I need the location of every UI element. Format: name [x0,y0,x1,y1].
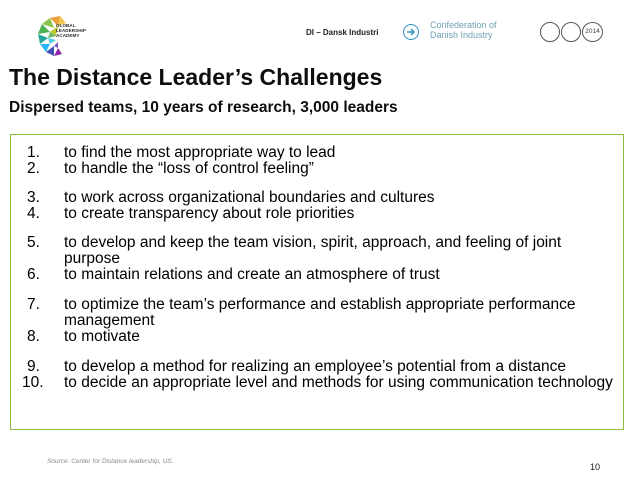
logo-text-line: LEADERSHIP [56,28,87,33]
item-text: to motivate [64,328,140,345]
item-number: 2. [27,160,40,177]
source-note: Source: Center for Distance leadership, US. [47,458,174,465]
item-number: 4. [27,205,40,222]
item-number: 6. [27,266,40,283]
year-badge: 2014 [582,22,603,42]
item-text: to develop a method for realizing an employee’s potential from a distance [64,358,567,375]
challenges-box [10,134,624,430]
logo-text-line: ACADEMY [56,33,80,38]
confederation-label [430,20,497,40]
logo-text [56,23,86,38]
item-number: 10. [22,374,44,391]
page-title: The Distance Leader’s Challenges [9,64,383,90]
item-number: 3. [27,189,40,206]
arrow-right-icon [403,24,419,40]
org-label: DI – Dansk Industri [306,28,379,37]
item-text: to work across organizational boundaries and cultures [64,189,435,206]
item-number: 5. [27,234,40,251]
item-text: to find the most appropriate way to lead [64,144,336,161]
page-number: 10 [590,462,601,472]
item-text: to create transparency about role priorities [64,205,355,222]
confederation-line: Danish Industry [430,30,493,40]
confederation-line: Confederation of [430,20,497,30]
item-number: 1. [27,144,40,161]
item-text: to develop and keep the team vision, spirit, approach, and feeling of joint purpose [64,234,562,267]
item-number: 7. [27,296,40,313]
circle-icon [540,22,560,42]
item-text: to optimize the team’s performance and establish appropriate performance management [64,296,576,329]
circle-icon [561,22,581,42]
item-text: to handle the “loss of control feeling” [64,160,314,177]
item-text: to maintain relations and create an atmosphere of trust [64,266,440,283]
item-text: to decide an appropriate level and methods for using communication technology [64,374,613,391]
item-number: 8. [27,328,40,345]
item-number: 9. [27,358,40,375]
page-subtitle: Dispersed teams, 10 years of research, 3,000 leaders [9,99,398,116]
logo-text-line: GLOBAL [56,23,76,28]
